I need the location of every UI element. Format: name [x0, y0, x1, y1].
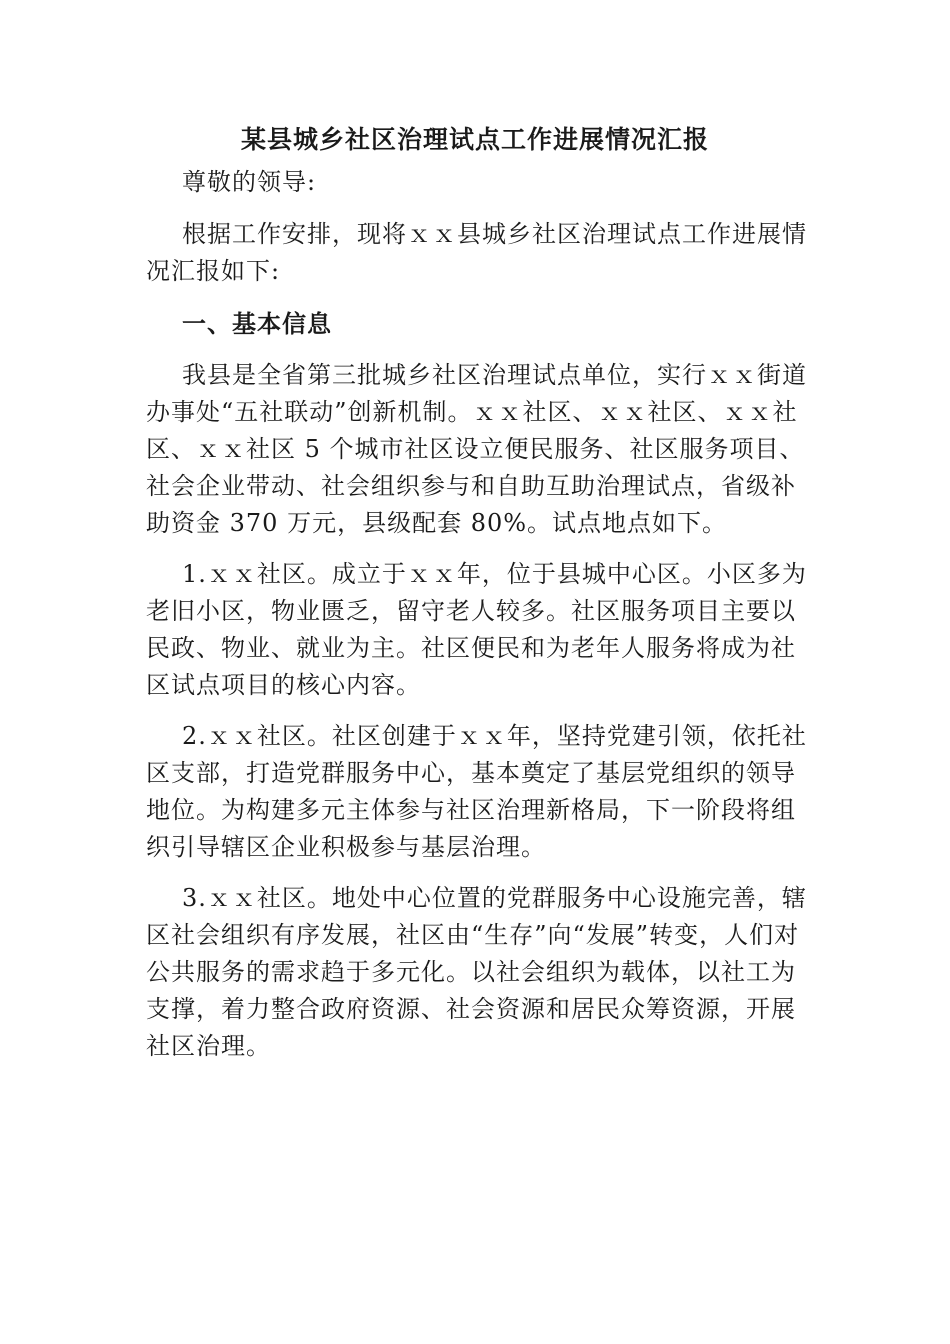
document-title: 某县城乡社区治理试点工作进展情况汇报: [240, 125, 709, 154]
list-item: 3.ｘｘ社区。地处中心位置的党群服务中心设施完善，辖区社会组织有序发展，社区由“生存”向“发展”转变，人们对公共服务的需求趋于多元化。以社会组织为载体，以社工为支撑，着力整合政府资源、社会资源和居民众筹资源，开展社区治理。: [146, 884, 807, 1060]
list-item: 2.ｘｘ社区。社区创建于ｘｘ年，坚持党建引领，依托社区支部，打造党群服务中心，基本奠定了基层党组织的领导地位。为构建多元主体参与社区治理新格局，下一阶段将组织引导辖区企业积极参与基层治理。: [146, 722, 807, 861]
document-body: [146, 150, 810, 1065]
section-heading-basic-info: 一、基本信息: [182, 309, 332, 338]
list-item: 1.ｘｘ社区。成立于ｘｘ年，位于县城中心区。小区多为老旧小区，物业匮乏，留守老人较多。社区服务项目主要以民政、物业、就业为主。社区便民和为老年人服务将成为社区试点项目的核心内容。: [146, 560, 807, 699]
basic-info-paragraph: 我县是全省第三批城乡社区治理试点单位，实行ｘｘ街道办事处“五社联动”创新机制。ｘｘ社区、ｘｘ社区、ｘｘ社区、ｘｘ社区 5 个城市社区设立便民服务、社区服务项目、社会企业带动、社会组织参与和自助互助治理试点，省级补助资金 370 万元，县级配套 80%。试点地点如下。: [146, 361, 807, 537]
salutation: 尊敬的领导:: [182, 168, 317, 196]
intro-paragraph: 根据工作安排，现将ｘｘ县城乡社区治理试点工作进展情况汇报如下:: [146, 220, 807, 285]
